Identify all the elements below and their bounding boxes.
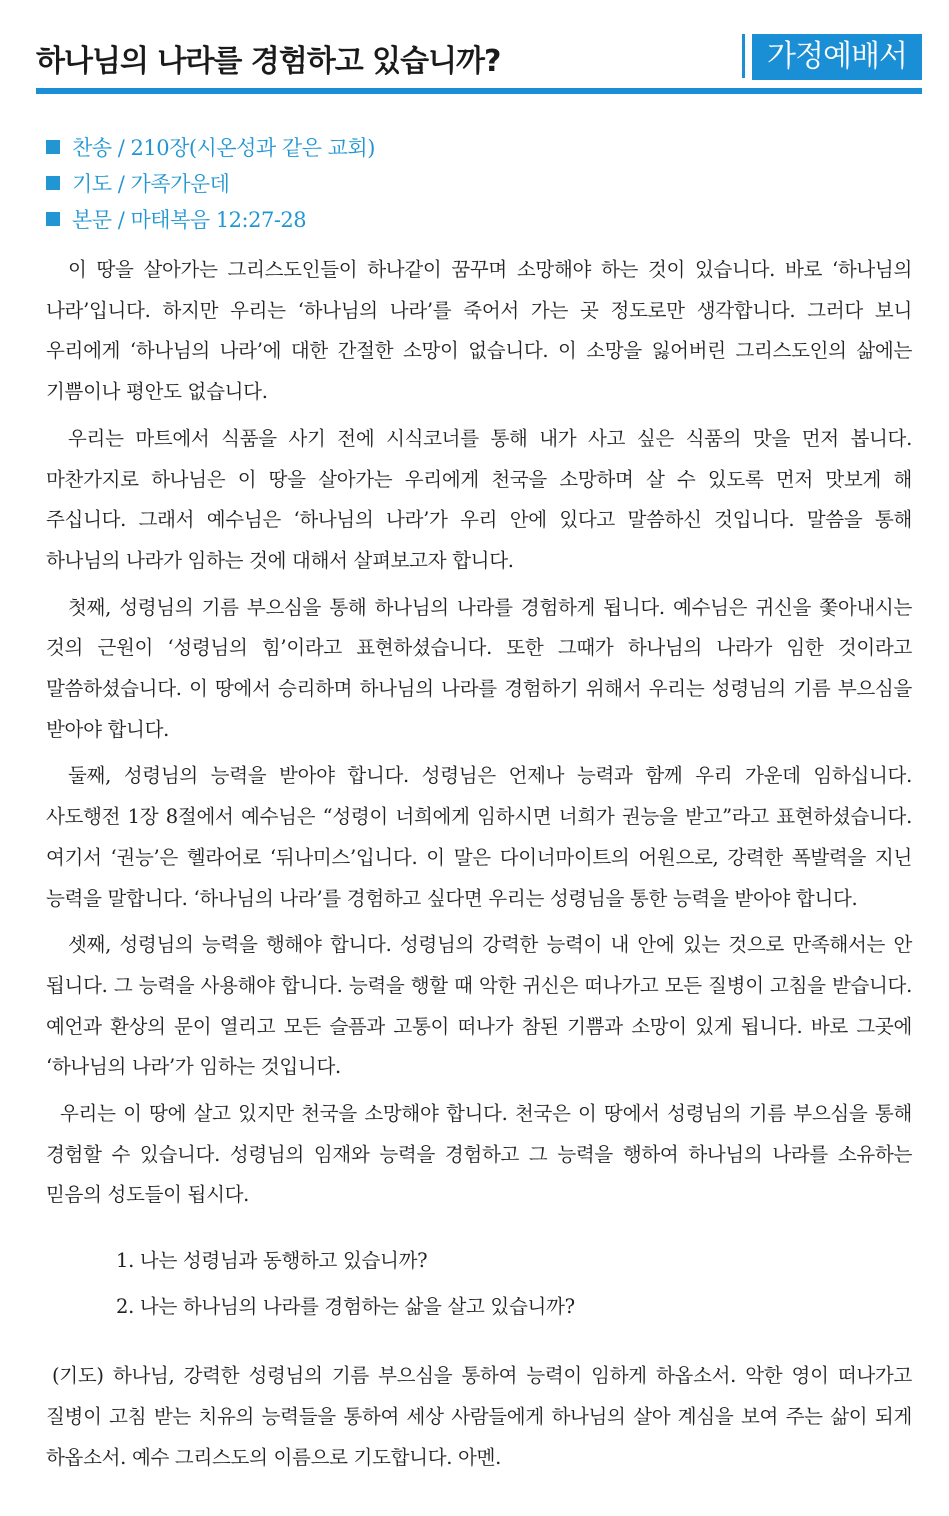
paragraph-intro: 이 땅을 살아가는 그리스도인들이 하나같이 꿈꾸며 소망해야 하는 것이 있습니다. 바로 ‘하나님의 나라’입니다. 하지만 우리는 ‘하나님의 나라’를 죽어서 가는 곳 정도로만 생각합니다. 그러다 보니 우리에게 ‘하나님의 나라’에 대한 간절한 소망이 없습니다. 이 소망을 잃어버린 그리스도인의 삶에는 기쁨이나 평안도 없습니다. [46,258,912,404]
hymn-text: 찬송 / 210장(시온성과 같은 교회) [72,136,375,160]
paragraph-tasting: 우리는 마트에서 식품을 사기 전에 시식코너를 통해 내가 사고 싶은 식품의 맛을 먼저 봅니다. 마찬가지로 하나님은 이 땅을 살아가는 우리에게 천국을 소망하며 살 수 있도록 먼저 맛보게 해 주십니다. 그래서 예수님은 ‘하나님의 나라’가 우리 안에 있다고 말씀하신 것입니다. 말씀을 통해 하나님의 나라가 임하는 것에 대해서 살펴보고자 합니다. [46,426,912,572]
paragraph-conclusion: 우리는 이 땅에 살고 있지만 천국을 소망해야 합니다. 천국은 이 땅에서 성령님의 기름 부으심을 통해 경험할 수 있습니다. 성령님의 임재와 능력을 경험하고 그 능력을 행하여 하나님의 나라를 소유하는 믿음의 성도들이 됩시다. [46,1102,912,1207]
header-divider [742,34,745,78]
scripture-text: 본문 / 마태복음 12:27-28 [72,208,307,232]
header-rule [36,88,922,94]
prayer-text: 기도 / 가족가운데 [72,172,230,196]
paragraph-second-point: 둘째, 성령님의 능력을 받아야 합니다. 성령님은 언제나 능력과 함께 우리 가운데 임하십니다. 사도행전 1장 8절에서 예수님은 “성령이 너희에게 임하시면 너희가 권능을 받고”라고 표현하셨습니다. 여기서 ‘권능’은 헬라어로 ‘뒤나미스’입니다. 이 말은 다이너마이트의 어원으로, 강력한 폭발력을 지닌 능력을 말합니다. ‘하나님의 나라’를 경험하고 싶다면 우리는 성령님을 통한 능력을 받아야 합니다. [46,764,912,910]
square-bullet-icon [46,176,60,190]
question-item: 1. 나는 성령님과 동행하고 있습니까? [116,1249,428,1273]
closing-prayer: (기도) 하나님, 강력한 성령님의 기름 부으심을 통하여 능력이 임하게 하옵소서. 악한 영이 떠나가고 질병이 고침 받는 치유의 능력들을 통하여 세상 사람들에게 하나님의 살아 계심을 보여 주는 삶이 되게 하옵소서. 예수 그리스도의 이름으로 기도합니다. 아멘. [46,1364,912,1469]
scripture-line [46,202,916,238]
sermon-body [46,250,912,1478]
reflection-questions [116,1238,912,1330]
paragraph-third-point: 셋째, 성령님의 능력을 행해야 합니다. 성령님의 강력한 능력이 내 안에 있는 것으로 만족해서는 안 됩니다. 그 능력을 사용해야 합니다. 능력을 행할 때 악한 귀신은 떠나가고 모든 질병이 고침을 받습니다. 예언과 환상의 문이 열리고 모든 슬픔과 고통이 떠나가 참된 기쁨과 소망이 있게 됩니다. 바로 그곳에 ‘하나님의 나라’가 임하는 것입니다. [46,933,912,1079]
question-item: 2. 나는 하나님의 나라를 경험하는 삶을 살고 있습니까? [116,1295,575,1319]
square-bullet-icon [46,140,60,154]
square-bullet-icon [46,212,60,226]
worship-info [46,130,916,238]
paragraph-first-point: 첫째, 성령님의 기름 부으심을 통해 하나님의 나라를 경험하게 됩니다. 예수님은 귀신을 쫓아내시는 것의 근원이 ‘성령님의 힘’이라고 표현하셨습니다. 또한 그때가 하나님의 나라가 임한 것이라고 말씀하셨습니다. 이 땅에서 승리하며 하나님의 나라를 경험하기 위해서 우리는 성령님의 기름 부으심을 받아야 합니다. [46,595,912,741]
page-title: 하나님의 나라를 경험하고 있습니까? [36,44,501,79]
prayer-line [46,166,916,202]
hymn-line [46,130,916,166]
section-badge: 가정예배서 [752,34,922,80]
page-header [36,30,922,94]
